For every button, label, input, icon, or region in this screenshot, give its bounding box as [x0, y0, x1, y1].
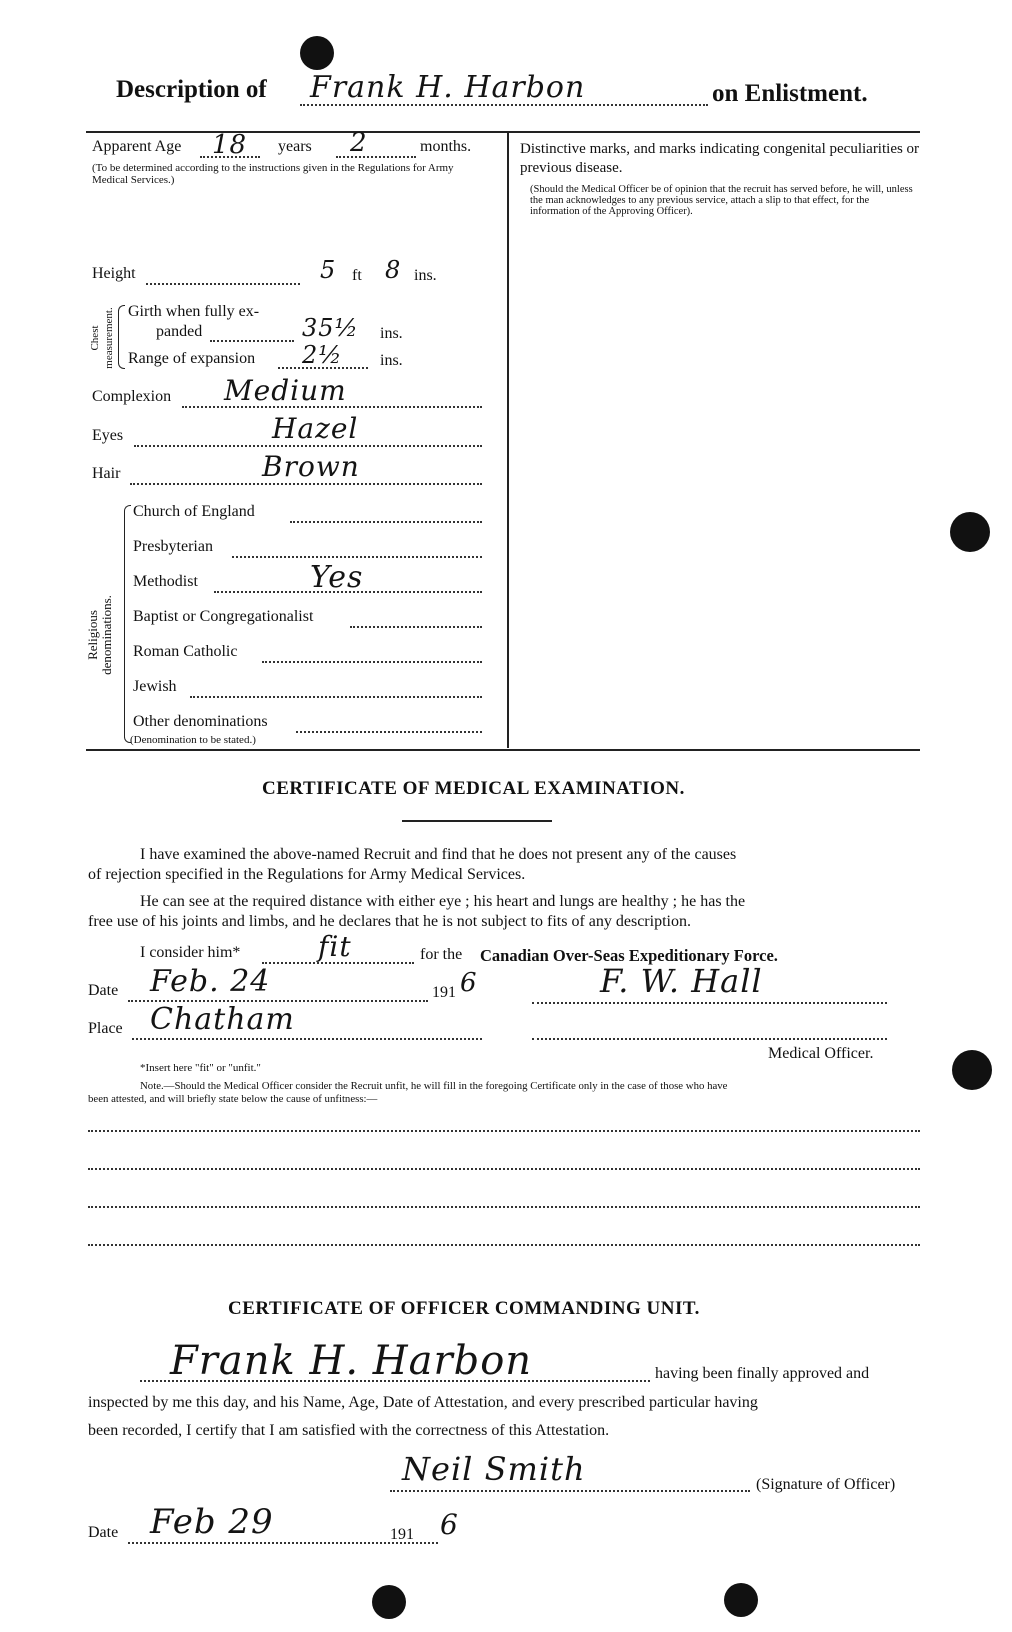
religion-side-label: Religious denominations. [85, 595, 114, 675]
medical-place-label: Place [88, 1020, 123, 1037]
religion-methodist: Methodist [133, 573, 198, 590]
medical-note-line2: been attested, and will briefly state below the cause of unfitness:— [88, 1093, 378, 1105]
age-years-unit: years [278, 138, 312, 155]
religion-church-of-england: Church of England [133, 503, 255, 520]
medical-heading: CERTIFICATE OF MEDICAL EXAMINATION. [262, 778, 685, 799]
religion-presbyterian: Presbyterian [133, 538, 213, 555]
distinctive-label: Distinctive marks, and marks indicating congenital peculiarities or previous disease. [520, 141, 920, 176]
medical-place-value: Chatham [150, 1002, 295, 1037]
medical-officer-label: Medical Officer. [768, 1045, 874, 1062]
distinctive-note: (Should the Medical Officer be of opinion that the recruit has served before, he will, unless the man acknowledges to any previous service, attach a slip to that effect, for the information of the Approving Officer). [530, 184, 913, 217]
commanding-date-label: Date [88, 1524, 119, 1541]
punch-hole-bottom-left [372, 1585, 406, 1619]
girth-unit: ins. [380, 325, 403, 342]
age-note: (To be determined according to the instructions given in the Regulations for Army Medical Services.) [92, 162, 454, 186]
complexion-value: Medium [224, 374, 347, 407]
girth-value: 35½ [302, 314, 359, 342]
unfitness-line-1 [88, 1130, 920, 1132]
range-unit: ins. [380, 352, 403, 369]
punch-hole-bottom-right [724, 1583, 758, 1617]
range-value: 2½ [302, 341, 343, 369]
girth-label-2: panded [156, 323, 203, 340]
age-years-value: 18 [212, 130, 248, 160]
age-months-unit: months. [420, 138, 472, 155]
girth-label-1: Girth when fully ex- [128, 303, 260, 320]
height-in-unit: ins. [414, 267, 437, 284]
commanding-officer-signature: Neil Smith [402, 1450, 586, 1488]
complexion-label: Complexion [92, 388, 172, 405]
commanding-year-prefix: 191 [390, 1526, 414, 1543]
height-label: Height [92, 265, 136, 282]
force-name: Canadian Over-Seas Expeditionary Force. [480, 946, 778, 965]
medical-date-value: Feb. 24 [150, 964, 271, 999]
medical-officer-signature: F. W. Hall [600, 962, 763, 1000]
chest-side-label: Chest measurement. [89, 307, 115, 369]
medical-para1-line2: of rejection specified in the Regulations for Army Medical Services. [88, 866, 526, 883]
punch-hole-top [300, 36, 334, 70]
range-label: Range of expansion [128, 350, 256, 367]
punch-hole-right-upper [950, 512, 990, 552]
eyes-value: Hazel [272, 412, 359, 445]
height-ft-value: 5 [320, 256, 337, 284]
religion-other-note: (Denomination to be stated.) [130, 734, 256, 746]
medical-year-value: 6 [460, 968, 478, 998]
recruit-name: Frank H. Harbon [310, 70, 586, 105]
consider-value: fit [318, 930, 352, 963]
religion-roman-catholic: Roman Catholic [133, 643, 238, 660]
commanding-line1-suffix: having been finally approved and [655, 1365, 870, 1382]
religion-methodist-value: Yes [310, 560, 364, 595]
column-divider [507, 131, 509, 748]
consider-label: I consider him* [140, 944, 241, 961]
hair-value: Brown [262, 450, 360, 483]
unfitness-line-2 [88, 1168, 920, 1170]
height-ft-unit: ft [352, 267, 362, 284]
commanding-line2: inspected by me this day, and his Name, Age, Date of Attestation, and every prescribed particular having [88, 1394, 758, 1411]
commanding-date-value: Feb 29 [150, 1502, 274, 1542]
unfitness-line-3 [88, 1206, 920, 1208]
medical-note-line1: Note.—Should the Medical Officer consider the Recruit unfit, he will fill in the foregoing Certificate only in the case of those who have [140, 1080, 728, 1092]
commanding-name-value: Frank H. Harbon [170, 1338, 533, 1384]
commanding-signature-label: (Signature of Officer) [756, 1476, 896, 1493]
religion-other: Other denominations [133, 713, 268, 730]
title-suffix: on Enlistment. [712, 80, 868, 107]
medical-para2-line1: He can see at the required distance with either eye ; his heart and lungs are healthy ; he has the [140, 893, 746, 910]
religion-jewish: Jewish [133, 678, 177, 695]
height-in-value: 8 [385, 256, 402, 284]
eyes-label: Eyes [92, 427, 124, 444]
medical-date-label: Date [88, 982, 119, 999]
medical-year-prefix: 191 [432, 984, 456, 1001]
force-prefix: for the [420, 946, 463, 963]
age-months-value: 2 [350, 128, 368, 158]
punch-hole-right-lower [952, 1050, 992, 1090]
frame-bottom-rule [86, 749, 920, 751]
insert-note: *Insert here "fit" or "unfit." [140, 1062, 261, 1074]
age-label: Apparent Age [92, 138, 182, 155]
unfitness-line-4 [88, 1244, 920, 1246]
religion-baptist: Baptist or Congregationalist [133, 608, 314, 625]
title-prefix: Description of [116, 76, 267, 103]
commanding-line3: been recorded, I certify that I am satisfied with the correctness of this Attestation. [88, 1422, 610, 1439]
commanding-heading: CERTIFICATE OF OFFICER COMMANDING UNIT. [228, 1298, 700, 1319]
medical-para2-line2: free use of his joints and limbs, and he declares that he is not subject to fits of any description. [88, 913, 691, 930]
hair-label: Hair [92, 465, 121, 482]
commanding-year-value: 6 [440, 1508, 459, 1541]
medical-para1-line1: I have examined the above-named Recruit and find that he does not present any of the causes [140, 846, 737, 863]
